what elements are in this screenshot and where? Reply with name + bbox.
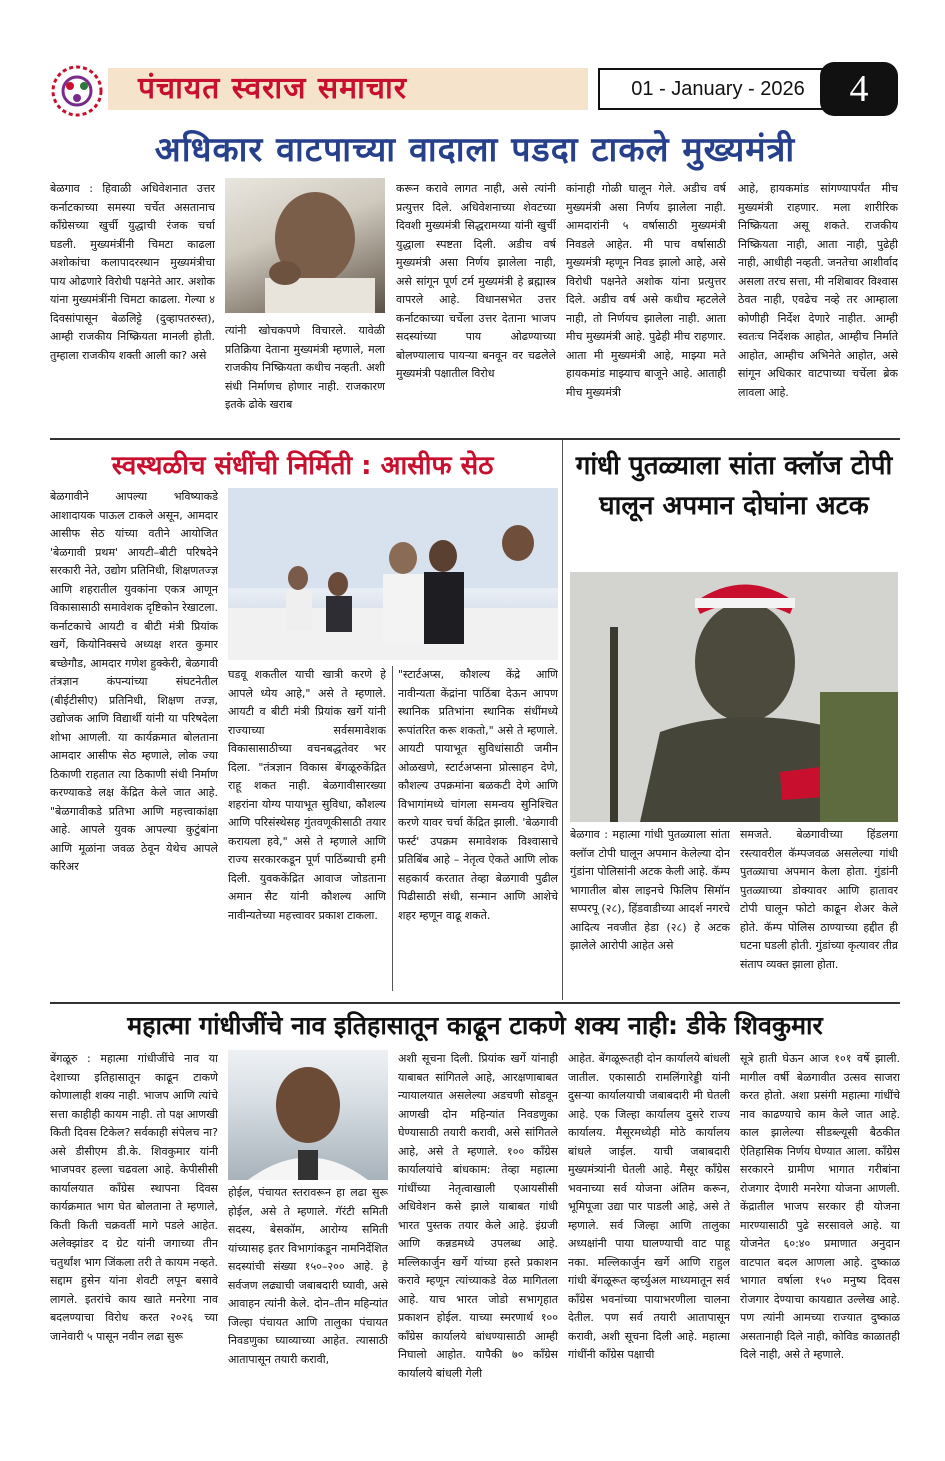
dk-story-col-1: बेंगळूरु : महात्मा गांधीजींचे नाव या देशाच्या इतिहासातून काढून टाकणे कोणालाही शक्य नाही. भाजप आणि त्यांचे सत्ता काहीही कायम नाही. तो पक्ष आणखी किती दिवस टिकेल? सर्वकाही संपेलच ना? असे डीसीएम डी.के. शिवकुमार यांनी भाजपवर हल्ला चढवला आहे. केपीसीसी कार्यालयात कॉंग्रेस स्थापना दिवस कार्यक्रमात भाग घेत बोलताना ते म्हणाले, किती किती चक्रवर्ती मागे पडले आहेत. अलेक्झांडर द ग्रेट यांनी जगाच्या तीन चतुर्थांश भाग जिंकला तरी ते कायम नव्हते. सद्दाम हुसेन यांना शेवटी लपून बसावे लागले. इतरांचे काय खाते मनरेगा नाव बदलण्याचा विरोध करत २०२६ च्या जानेवारी ५ पासून नवीन लढा सुरू bbox=[50, 1052, 218, 1343]
portrait-silhouette-icon bbox=[225, 178, 385, 313]
panchayat-logo-icon bbox=[50, 64, 104, 118]
section-divider bbox=[50, 438, 900, 440]
dk-story-col-4: आहेत. बेंगळूरूतही दोन कार्यालये बांधली जातील. एकासाठी रामलिंगारेड्डी यांनी दुसऱ्या कार्यालयाची जबाबदारी मी घेतली आहे. एक जिल्हा कार्यालय दुसरे राज्य कार्यालय. मैसूरमध्येही मोठे कार्यालय बांधले जाईल. याची जबाबदारी मुख्यमंत्र्यांनी घेतली आहे. मैसूर कॉंग्रेस भवनाच्या सर्व योजना अंतिम करून, भूमिपूजा उद्या पार पाडली आहे, असे ते म्हणाले. सर्व जिल्हा आणि तालुका अध्यक्षांनी पाया घालण्याची वाट पाहू नका. मल्लिकार्जुन खर्गे आणि राहुल गांधी बेंगळूरूत व्हर्च्युअल माध्यमातून सर्व कॉंग्रेस भवनांच्या पायाभरणीला चालना देतील. पण सर्व तयारी आतापासून करावी, अशी सूचना दिली आहे. महात्मा गांधींनी कॉंग्रेस पक्षाची bbox=[568, 1052, 730, 1361]
gandhi-statue-col-1: बेळगाव : महात्मा गांधी पुतळ्याला सांता क्लॉज टोपी घालून अपमान केलेल्या दोन गुंडांना पोलिसांनी अटक केली आहे. कॅम्प भागातील बोस लाइनचे फिलिप सिमॉन सप्परपू (२८), हिंडवाडीच्या आदर्श नगरचे आदित्य नवजीत हेडा (२८) हे अटक झालेले आरोपी आहेत असे bbox=[570, 828, 730, 952]
top-story-col-1: बेळगाव : हिवाळी अधिवेशनात उत्तर कर्नाटकाच्या समस्या चर्चेत असतानाच कॉंग्रेसच्या खुर्ची युद्धाची रंजक चर्चा घडली. मुख्यमंत्रींनी चिमटा काढला अशोकांचा कलापादरस्थान मुख्यमंत्रीचा पाय ओढणारे विरोधी पक्षनेते आर. अशोक यांना मुख्यमंत्रींनी चिमटा काढला. गेल्या ४ दिवसांपासून बेळलिट्टे (दुव्हापतरुस्त), आम्ही राजकीय निष्क्रियता मानली होती. तुम्हाला राजकीय शक्ती आली का? असे bbox=[50, 182, 215, 362]
top-story-col-5: आहे, हायकमांड सांगण्यापर्यंत मीच मुख्यमंत्री राहणार. मला शारीरिक निष्क्रियता असू शकते. राजकीय निष्क्रियता नाही, आता नाही, पुढेही नाही, आधीही नव्हती. जनतेचा आशीर्वाद असला तरच सत्ता, मी नशिबावर विश्वास ठेवत नाही, एवढेच नव्हे तर आम्हाला कोणीही निर्देश देणारे नाहीत. आम्ही स्वतःच निर्देशक आहोत, आम्हीच निर्माते आहोत, आम्हीच अभिनेते आहोत, असे सांगून अधिकार वाटपाच्या चर्चेला ब्रेक लावला आहे. bbox=[738, 182, 898, 399]
asif-story-col-1: बेळगावीने आपल्या भविष्याकडे आशादायक पाऊल टाकले असून, आमदार आसीफ सेठ यांच्या वतीने आयोजित 'बेळगावी प्रथम' आयटी–बीटी परिषदेने सरकारी नेते, उद्योग प्रतिनिधी, शिक्षणतज्ज्ञ आणि शहरातील युवकांना एकत्र आणून विकासासाठी समावेशक दृष्टिकोन रेखाटला. कर्नाटकाचे आयटी व बीटी मंत्री प्रियांक खर्गे, कियोनिक्सचे अध्यक्ष शरत कुमार बच्छेगौड, आमदार गणेश हुक्केरी, बेळगावी तंत्रज्ञान कंपन्यांच्या संघटनेतील (बीईटीसीए) प्रतिनिधी, शिक्षण तज्ज्ञ, उद्योजक आणि विद्यार्थी यांनी या परिषदेला शोभा आणली. या कार्यक्रमात बोलताना आमदार आसीफ सेठ म्हणाले, लोक ज्या ठिकाणी राहतात त्या ठिकाणी संधी निर्माण करण्याकडे लक्ष केंद्रित केले जात आहे. "बेळगावीकडे प्रतिभा आणि महत्त्वाकांक्षा आहे. आपले युवक आपल्या कुटुंबांना आणि मूळांना जवळ ठेवून येथेच आपले करिअर bbox=[50, 490, 218, 873]
conference-event-photo bbox=[228, 488, 558, 660]
top-story-col-4: कांनाही गोळी घालून गेले. अडीच वर्ष मुख्यमंत्री असा निर्णय झालेला नाही. आमदारांनी ५ वर्षासाठी मुख्यमंत्री निवडले आहेत. मी पाच वर्षासाठी मुख्यमंत्री म्हणून निवड झालो आहे, असे विरोधी पक्षनेते अशोक यांना प्रत्युत्तर दिले. अडीच वर्ष असे कधीच म्हटलेले नाही, तो निर्णयच झालेला नाही. आता मीच मुख्यमंत्री आहे. पुढेही मीच राहणार. आता मी मुख्यमंत्री आहे, माझ्या मते हायकमांड माझ्याच बाजूने आहे. आताही मीच मुख्यमंत्री bbox=[566, 182, 726, 399]
chief-minister-photo bbox=[225, 178, 385, 313]
dk-shivakumar-photo bbox=[228, 1050, 388, 1180]
column-divider bbox=[392, 666, 393, 991]
page-number: 4 bbox=[820, 62, 898, 116]
gandhi-statue-photo bbox=[570, 572, 898, 822]
asif-story-col-2: घडवू शकतील याची खात्री करणे हे आपले ध्येय आहे," असे ते म्हणाले. आयटी व बीटी मंत्री प्रियांक खर्गे यांनी राज्याच्या सर्वसमावेशक विकासासाठीच्या वचनबद्धतेवर भर दिला. "तंत्रज्ञान विकास बेंगळूरुकेंद्रित राहू शकत नाही. बेळगावीसारख्या शहरांना योग्य पायाभूत सुविधा, कौशल्य आणि परिसंस्थेसह गुंतवणूकीसाठी तयार करायला हवे," असे ते म्हणाले आणि राज्य सरकारकडून पूर्ण पाठिंब्याची हमी दिली. युवककेंद्रित आवाज जोडताना अमान सैट यांनी कौशल्य आणि नावीन्यतेच्या महत्त्वावर प्रकाश टाकला. bbox=[228, 668, 386, 922]
top-story-headline: अधिकार वाटपाच्या वादाला पडदा टाकले मुख्यमंत्री bbox=[154, 130, 796, 170]
dk-story-col-3: अशी सूचना दिली. प्रियांक खर्गे यांनाही याबाबत सांगितले आहे, आरक्षणाबाबत न्यायालयात असलेल्या अडचणी सोडवून आणखी दोन महिन्यांत निवडणुका घेण्यासाठी तयारी करावी, असे सांगितले आहे, असे ते म्हणाले. १०० कॉंग्रेस कार्यालयांचे बांधकाम: तेव्हा महात्मा गांधींच्या नेतृत्वाखाली एआयसीसी अधिवेशन कसे झाले याबाबत गांधी भारत पुस्तक तयार केले आहे. इंग्रजी आणि कन्नडमध्ये उपलब्ध आहे. मल्लिकार्जुन खर्गे यांच्या हस्ते प्रकाशन करावे म्हणून त्यांच्याकडे वेळ मागितला आहे. याच भारत जोडो सभागृहात प्रकाशन होईल. याच्या स्मरणार्थ १०० कॉंग्रेस कार्यालये बांधण्यासाठी आम्ही निघालो आहोत. यापैकी ७० कॉंग्रेस कार्यालये बांधली गेली bbox=[398, 1052, 558, 1380]
asif-story-col-3: "स्टार्टअप्स, कौशल्य केंद्रे आणि नावीन्यता केंद्रांना पाठिंबा देऊन आपण स्थानिक प्रतिभांना स्थानिक संधींमध्ये रूपांतरित करू शकतो," असे ते म्हणाले. आयटी पायाभूत सुविधांसाठी जमीन ओळखणे, स्टार्टअप्सना प्रोत्साहन देणे, कौशल्य उपक्रमांना बळकटी देणे आणि विभागांमध्ये चांगला समन्वय सुनिश्चित करणे यावर चर्चा केंद्रित झाली. 'बेळगावी फर्स्ट' उपक्रम समावेशक विश्वासाचे प्रतिबिंब आहे – नेतृत्व ऐकते आणि लोक सहकार्य करतात तेव्हा बेळगावी पुढील पिढीसाठी संधी, सन्मान आणि आशेचे शहर म्हणून वाढू शकते. bbox=[398, 668, 558, 922]
statue-with-santa-cap-icon bbox=[570, 572, 898, 822]
section-divider bbox=[50, 1002, 900, 1004]
event-scene-icon bbox=[228, 488, 558, 660]
issue-date: 01 - January - 2026 bbox=[598, 68, 838, 110]
dk-story-headline: महात्मा गांधीजींचे नाव इतिहासातून काढून टाकणे शक्य नाही: डीके शिवकुमार bbox=[127, 1011, 823, 1040]
top-story-col-3: करून करावे लागत नाही, असे त्यांनी प्रत्युत्तर दिले. अधिवेशनाच्या शेवटच्या दिवशी मुख्यमंत्री सिद्धरामय्या यांनी खुर्ची युद्धाला स्पष्टता दिली. अडीच वर्ष मुख्यमंत्री असा निर्णय झालेला नाही, असे सांगून पूर्ण टर्म मुख्यमंत्री हे ब्रह्मास्त्र वापरले आहे. विधानसभेत उत्तर कर्नाटकाच्या चर्चेला उत्तर देताना भाजप सदस्यांच्या पाय ओढण्याच्या बोलण्यालाच पायऱ्या बनवून वर चढलेले मुख्यमंत्री पक्षातील विरोध bbox=[396, 182, 556, 380]
masthead bbox=[50, 62, 900, 120]
dk-story-col-5: सूत्रे हाती घेऊन आज १०१ वर्षे झाली. मागील वर्षी बेळगावीत उत्सव साजरा करत होतो. अशा प्रसंगी महात्मा गांधींचे नाव काढण्याचे काम केले जात आहे. काल झालेल्या सीडब्ल्यूसी बैठकीत ऐतिहासिक निर्णय घेण्यात आला. कॉंग्रेस सरकारने ग्रामीण भागात गरीबांना रोजगार देणारी मनरेगा योजना आणली. केंद्रातील भाजप सरकार ही योजना मारण्यासाठी पुढे सरसावले आहे. या योजनेत ६०:४० प्रमाणात अनुदान वाटपात बदल आणला आहे. दुष्काळ भागात वर्षाला १५० मनुष्य दिवस रोजगार देण्याचा कायद्यात उल्लेख आहे. पण त्यांनी आमच्या राज्यात दुष्काळ असतानाही दिले नाही, कोविड काळातही दिले नाही, असे ते म्हणाले. bbox=[740, 1052, 900, 1361]
column-divider bbox=[562, 440, 563, 1000]
gandhi-statue-col-2: समजते. बेळगावीच्या हिंडलगा रस्त्यावरील कॅम्पजवळ असलेल्या गांधी पुतळ्याचा अपमान केला होता. गुंडांनी पुतळ्याच्या डोक्यावर आणि हातावर टोपी घालून फोटो काढून शेअर केले होते. कॅम्प पोलिस ठाण्याच्या हद्दीत ही घटना घडली होती. गुंडांच्या कृत्यावर तीव्र संताप व्यक्त झाला होता. bbox=[740, 828, 898, 971]
speaker-portrait-icon bbox=[228, 1050, 388, 1180]
dk-story-col-2: होईल, पंचायत स्तरावरून हा लढा सुरू होईल, असे ते म्हणाले. गॅरंटी समिती सदस्य, बेसकॉम, आरोग्य समिती यांच्यासह इतर विभागांकडून नामनिर्देशित सदस्यांची संख्या १५०–२०० आहे. हे सर्वजण लढ्याची जबाबदारी घ्यावी, असे आवाहन त्यांनी केले. दोन–तीन महिन्यांत जिल्हा पंचायत आणि तालुका पंचायत निवडणुका घ्याव्याच्या आहेत. त्यासाठी आतापासून तयारी करावी, bbox=[228, 1186, 388, 1366]
top-story-col-2: त्यांनी खोचकपणे विचारले. यावेळी प्रतिक्रिया देताना मुख्यमंत्री म्हणाले, मला राजकीय निष्क्रियता कधीच नव्हती. अशी संधी निर्माणच होणार नाही. राजकारण इतके ढोके खराब bbox=[225, 324, 385, 411]
asif-story-headline: स्वस्थळीच संधींची निर्मिती : आसीफ सेठ bbox=[111, 451, 494, 481]
newspaper-brand: पंचायत स्वराज समाचार bbox=[108, 68, 588, 110]
gandhi-statue-headline: गांधी पुतळ्याला सांता क्लॉज टोपी घालून अपमान दोघांना अटक bbox=[575, 451, 893, 521]
